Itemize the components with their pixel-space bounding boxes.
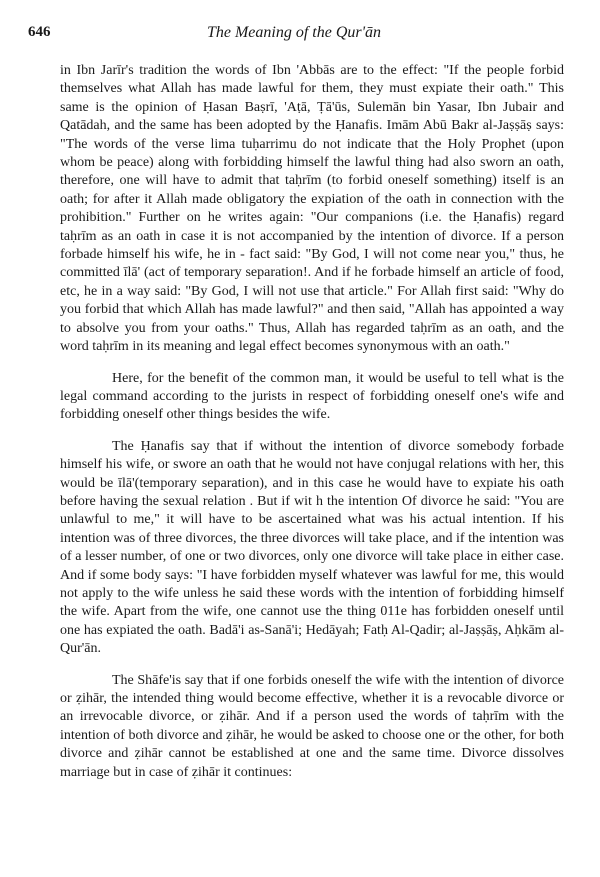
paragraph-legal-command: Here, for the benefit of the common man, it would be useful to tell what is the legal command according to the jurists in respect of forbidding oneself one's wife and forbidding oneself other things besides the wife. [60, 370, 564, 423]
paragraph-shafei-view: The Shāfe'is say that if one forbids oneself the wife with the intention of divorce or ẓihār, the intended thing would become effective, whether it is a revocable divorce or an irrevocable divorce, or ẓihār. And if a person used the words of taḥrīm with the intention of both divorce and ẓihār, he would be asked to choose one or the other, for both divorce and ẓihār cannot be established at one and the same time. Divorce dissolves marriage but in case of ẓihār it continues: [60, 672, 564, 780]
running-title: The Meaning of the Qur'ān [206, 24, 382, 41]
paragraph-continued: in Ibn Jarīr's tradition the words of Ibn 'Abbās are to the effect: "If the people forbid themselves what Allah has made lawful for them, they must expiate their oath." This same is the opinion of Ḥasan Baṣrī, 'Aṭā, Ṭā'ūs, Sulemān bin Yasar, Ibn Jubair and Qatādah, and the same has been adopted by the Ḥanafis. Imām Abū Bakr al-Jaṣṣāṣ says: "The words of the verse lima tuḥarrimu do not indicate that the Holy Prophet (upon whom be peace) along with forbidding himself the lawful thing had also sworn an oath, therefore, one will have to admit that taḥrīm (to forbid oneself something) itself is an oath; for after it Allah made obligatory the expiation of the oath in connection with the prohibition." Further on he writes again: "Our companions (i.e. the Ḥanafis) regard taḥrīm as an oath in case it is not accompanied by the intention of divorce. If a person forbade himself his wife, he in - fact said: "By God, I will not come near you," thus, he committed īlā' (act of temporary separation!. And if he forbade himself an article of food, etc, he in a way said: "By God, I will not use that article." For Allah first said: "Why do you forbid that which Allah has made lawful?" and then said, "Allah has appointed a way to absolve you from your oaths." Thus, Allah has regarded taḥrīm as an oath, and the word taḥrīm in its meaning and legal effect becomes synonymous with an oath." [60, 63, 564, 355]
page-header [28, 24, 560, 48]
paragraph-hanafi-view: The Ḥanafis say that if without the intention of divorce somebody forbade himself his wife, or swore an oath that he would not have conjugal relations with her, this would be īlā'(temporary separation), and in this case he would have to expiate his oath before having the sexual relation . But if wit h the intention Of divorce he said: "You are unlawful to me," it will have to be ascertained what was his actual intention. If his intention was of three divorces, the three divorces will take place, and if the intention was of a lesser number, of one or two divorces, only one divorce will take place in either case. And if some body says: "I have forbidden myself whatever was lawful for me, this would not apply to the wife unless he said these words with the intention of forbidding himself the wife. Apart from the wife, one cannot use the thing 011e has forbidden oneself until one has expiated the oath. Badā'i as-Sanā'i; Hedāyah; Fatḥ Al-Qadir; al-Jaṣṣāṣ, Aḥkām al-Qur'ān. [60, 438, 564, 657]
page-number: 646 [28, 24, 51, 40]
body-text [60, 62, 564, 795]
